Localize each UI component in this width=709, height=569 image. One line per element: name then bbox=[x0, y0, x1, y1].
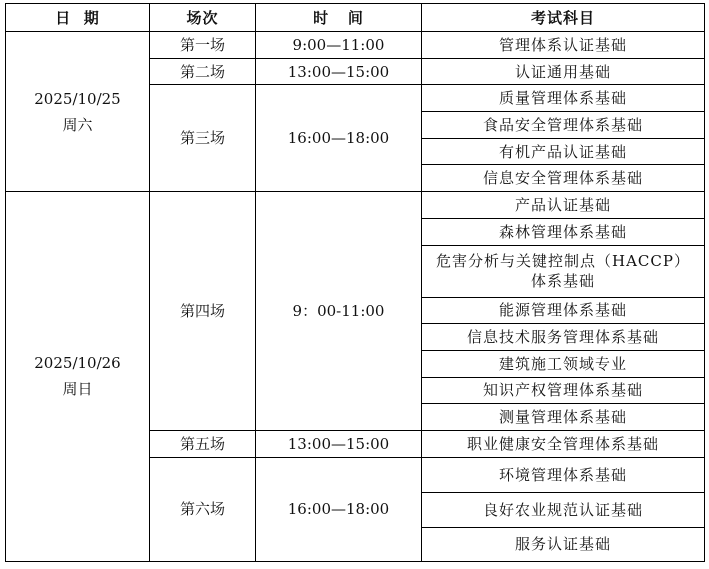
session-cell: 第四场 bbox=[150, 192, 256, 431]
time-cell: 16:00—18:00 bbox=[256, 85, 422, 192]
subject-cell: 信息技术服务管理体系基础 bbox=[422, 324, 705, 351]
session-cell: 第一场 bbox=[150, 32, 256, 59]
subject-cell: 食品安全管理体系基础 bbox=[422, 112, 705, 139]
table-row bbox=[6, 32, 705, 59]
subject-cell: 建筑施工领域专业 bbox=[422, 350, 705, 377]
subject-cell: 测量管理体系基础 bbox=[422, 404, 705, 431]
subject-cell: 产品认证基础 bbox=[422, 192, 705, 219]
weekday-text: 周日 bbox=[62, 380, 93, 399]
time-cell: 9:00—11:00 bbox=[256, 32, 422, 59]
subject-cell: 良好农业规范认证基础 bbox=[422, 492, 705, 527]
table-row bbox=[6, 192, 705, 219]
date-text: 2025/10/25 bbox=[34, 89, 121, 108]
subject-cell: 职业健康安全管理体系基础 bbox=[422, 430, 705, 457]
subject-cell: 森林管理体系基础 bbox=[422, 218, 705, 245]
time-cell: 9：00-11:00 bbox=[256, 192, 422, 431]
date-text: 2025/10/26 bbox=[34, 354, 121, 373]
header-session: 场次 bbox=[150, 4, 256, 32]
subject-cell: 服务认证基础 bbox=[422, 527, 705, 561]
time-cell: 13:00—15:00 bbox=[256, 430, 422, 457]
time-cell: 16:00—18:00 bbox=[256, 457, 422, 561]
session-cell: 第二场 bbox=[150, 58, 256, 85]
subject-cell: 知识产权管理体系基础 bbox=[422, 377, 705, 404]
exam-schedule-table bbox=[5, 3, 705, 562]
session-cell: 第六场 bbox=[150, 457, 256, 561]
subject-cell: 管理体系认证基础 bbox=[422, 32, 705, 59]
weekday-text: 周六 bbox=[62, 115, 93, 134]
header-time: 时 间 bbox=[256, 4, 422, 32]
subject-cell: 质量管理体系基础 bbox=[422, 85, 705, 112]
session-cell: 第五场 bbox=[150, 430, 256, 457]
date-cell-day2 bbox=[6, 192, 150, 562]
subject-cell: 环境管理体系基础 bbox=[422, 457, 705, 492]
subject-cell: 信息安全管理体系基础 bbox=[422, 165, 705, 192]
subject-cell: 认证通用基础 bbox=[422, 58, 705, 85]
date-cell-day1 bbox=[6, 32, 150, 192]
subject-cell: 危害分析与关键控制点（HACCP）体系基础 bbox=[422, 245, 705, 297]
header-row bbox=[6, 4, 705, 32]
session-cell: 第三场 bbox=[150, 85, 256, 192]
subject-cell: 能源管理体系基础 bbox=[422, 297, 705, 324]
time-cell: 13:00—15:00 bbox=[256, 58, 422, 85]
subject-cell: 有机产品认证基础 bbox=[422, 138, 705, 165]
header-subjects: 考试科目 bbox=[422, 4, 705, 32]
header-date: 日 期 bbox=[6, 4, 150, 32]
